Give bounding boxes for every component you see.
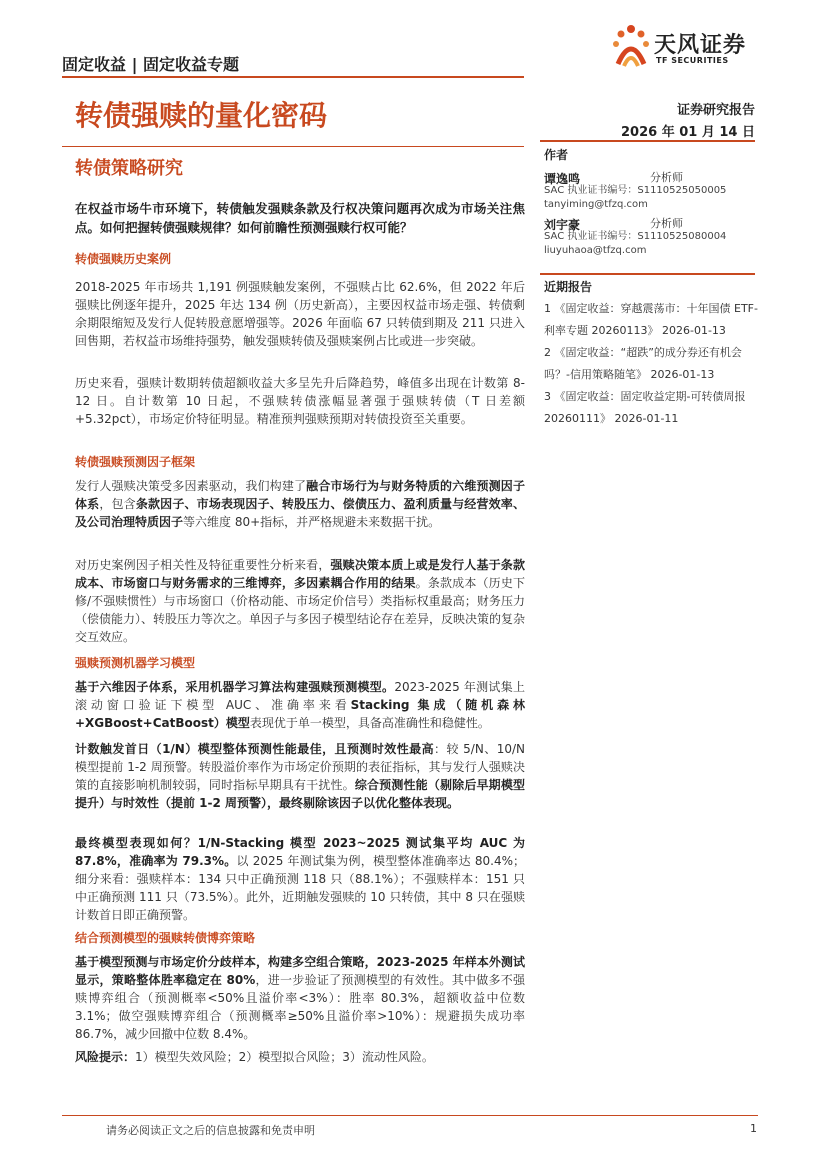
body-paragraph: 2018-2025 年市场共 1,191 例强赎触发案例，不强赎占比 62.6%，但 2022 年后强赎比例逐年提升，2025 年达 134 例（历史新高），主要因权益市场走强、转债剩余期限缩短及发行人促转股意愿增强等。2026 年面临 67 只转债到期及 211 只进入回售期，若权益市场维持强势，触发强赎转债及强赎案例占比或进一步突破。: [75, 280, 525, 348]
report-subtitle: 转债策略研究: [75, 158, 183, 179]
author-card: [544, 168, 758, 212]
body-paragraph: 历史来看，强赎计数期转债超额收益大多呈先升后降趋势，峰值多出现在计数第 8-12 日。自计数第 10 日起，不强赎转债涨幅显著强于强赎转债（T 日差额+5.32pct），市场定价特征明显。精准预判强赎预期对转债投资至关重要。: [75, 376, 525, 426]
authors-heading: 作者: [544, 148, 569, 162]
recent-divider: [540, 273, 755, 275]
section-heading: 结合预测模型的强赎转债博弈策略: [75, 931, 256, 945]
footer-disclaimer: 请务必阅读正文之后的信息披露和免责申明: [106, 1124, 315, 1137]
company-logo: [610, 22, 760, 72]
report-title: 转债强赎的量化密码: [75, 99, 328, 132]
recent-reports-list: [544, 298, 758, 430]
sidebar-divider: [540, 140, 755, 142]
recent-report-link[interactable]: 1 《固定收益：穿越震荡市：十年国债 ETF-利率专题 20260113》 2026-01-13: [544, 302, 758, 337]
body-paragraph: 计数触发首日（1/N）模型整体预测性能最佳，且预测时效性最高：较 5/N、10/N 模型提前 1-2 周预警。转股溢价率作为市场定价预期的表征指标，其与发行人强赎决策的直接影响机制较弱，同时指标早期具有干扰性。综合预测性能（剔除后早期模型提升）与时效性（提前 1-2 周预警），最终剔除该因子以优化整体表现。: [75, 742, 525, 810]
risk-label: 风险提示：: [75, 1050, 136, 1064]
author-name: 刘宇豪: [544, 218, 581, 232]
body-paragraph: 发行人强赎决策受多因素驱动，我们构建了融合市场行为与财务特质的六维预测因子体系，包含条款因子、市场表现因子、转股压力、偿债压力、盈利质量与经营效率、及公司治理特质因子等六维度 80+指标，并严格规避未来数据干扰。: [75, 479, 525, 529]
report-category: 固定收益 | 固定收益专题: [62, 55, 239, 74]
report-type: 证券研究报告: [676, 103, 755, 118]
author-email[interactable]: liuyuhaoa@tfzq.com: [544, 245, 647, 256]
page-number: 1: [750, 1122, 757, 1135]
recent-report-link[interactable]: 2 《固定收益：“超跌”的成分券还有机会吗？-信用策略随笔》 2026-01-13: [544, 346, 742, 381]
recent-report-link[interactable]: 3 《固定收益：固定收益定期-可转债周报 20260111》 2026-01-11: [544, 390, 746, 425]
logo-text-en: TF SECURITIES: [656, 56, 729, 65]
author-sac: SAC 执业证书编号：S1110525080004: [544, 231, 727, 242]
lead-paragraph: 在权益市场牛市环境下，转债触发强赎条款及行权决策问题再次成为市场关注焦点。如何把握转债强赎规律？如何前瞻性预测强赎行权可能？: [75, 201, 525, 235]
author-card: [544, 214, 758, 258]
header-divider: [62, 76, 524, 78]
recent-reports-heading: 近期报告: [544, 280, 593, 294]
subtitle-divider: [62, 146, 524, 147]
section-heading: 强赎预测机器学习模型: [75, 656, 196, 670]
author-name: 谭逸鸣: [544, 172, 581, 186]
logo-mark-icon: [610, 24, 652, 70]
author-role: 分析师: [650, 217, 683, 230]
section-heading: 转债强赎预测因子框架: [75, 455, 196, 469]
body-paragraph: 对历史案例因子相关性及特征重要性分析来看，强赎决策本质上或是发行人基于条款成本、市场窗口与财务需求的三维博弈，多因素耦合作用的结果。条款成本（历史下修/不强赎惯性）与市场窗口（价格动能、市场定价信号）类指标权重最高；财务压力（偿债能力）、转股压力等次之。单因子与多因子模型结论存在差异，反映决策的复杂交互效应。: [75, 558, 526, 644]
risk-text: 1）模型失效风险；2）模型拟合风险；3）流动性风险。: [135, 1050, 434, 1064]
risk-warning: [75, 1048, 525, 1066]
body-paragraph: 基于模型预测与市场定价分歧样本，构建多空组合策略，2023-2025 年样本外测试显示，策略整体胜率稳定在 80%，进一步验证了预测模型的有效性。其中做多不强赎博弈组合（预测概率<50%且溢价率<3%）：胜率 80.3%，超额收益中位数 3.1%；做空强赎博弈组合（预测概率≥50%且溢价率>10%）：规避损失成功率 86.7%，减少回撤中位数 8.4%。: [75, 955, 525, 1041]
section-heading: 转债强赎历史案例: [75, 252, 172, 266]
report-date: 2026 年 01 月 14 日: [621, 125, 755, 140]
body-paragraph: 基于六维因子体系，采用机器学习算法构建强赎预测模型。2023-2025 年测试集上滚动窗口验证下模型 AUC、准确率来看Stacking 集成（随机森林+XGBoost+CatBoost）模型表现优于单一模型，具备高准确性和稳健性。: [75, 680, 525, 730]
author-email[interactable]: tanyiming@tfzq.com: [544, 199, 648, 210]
author-sac: SAC 执业证书编号：S1110525050005: [544, 185, 727, 196]
logo-text-cn: 天风证券: [654, 33, 747, 58]
body-paragraph: 最终模型表现如何？1/N-Stacking 模型 2023~2025 测试集平均 AUC 为 87.8%，准确率为 79.3%。以 2025 年测试集为例，模型整体准确率达 80.4%；细分来看：强赎样本：134 只中正确预测 118 只（88.1%）；不强赎样本：151 只中正确预测 111 只（73.5%）。此外，近期触发强赎的 10 只转债，其中 8 只在强赎计数首日即正确预警。: [75, 836, 525, 922]
footer-divider: [62, 1115, 758, 1116]
author-role: 分析师: [650, 171, 683, 184]
